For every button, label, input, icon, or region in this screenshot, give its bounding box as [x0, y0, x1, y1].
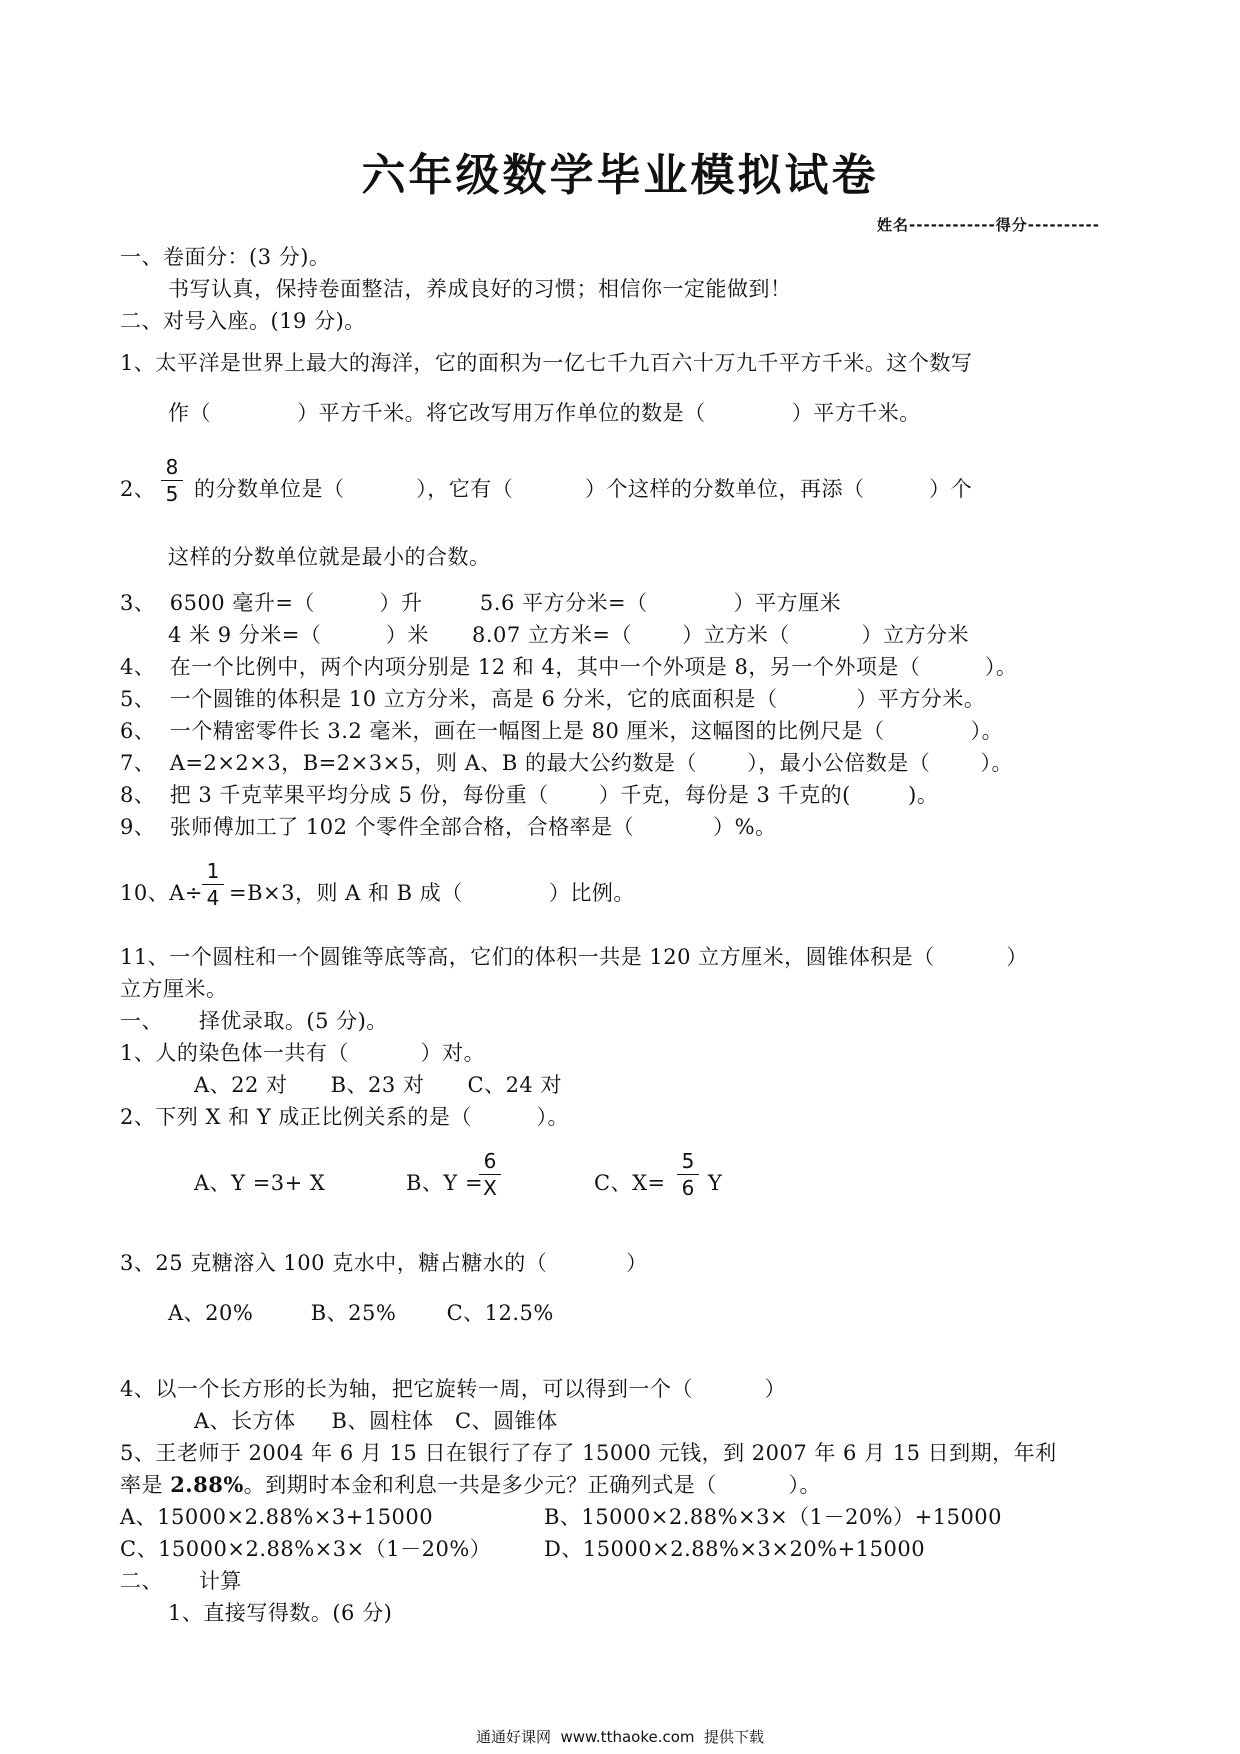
- question-3-1-options: A、22 对 B、23 对 C、24 对: [194, 1073, 562, 1097]
- footer-source: 通通好课网 www.tthaoke.com 提供下载: [475, 1728, 765, 1746]
- question-2-2-line-a: 的分数单位是（ ），它有（ ）个这样的分数单位，再添（ ）个: [194, 477, 973, 501]
- question-3-3: 3、25 克糖溶入 100 克水中，糖占糖水的（ ）: [120, 1251, 648, 1275]
- fraction-denominator: 4: [206, 886, 220, 910]
- question-2-11-line-b: 立方厘米。: [120, 977, 228, 1001]
- fraction-numerator: 5: [681, 1149, 695, 1173]
- question-3-4-options: A、长方体 B、圆柱体 C、圆锥体: [194, 1409, 558, 1433]
- question-2-2-line-b: 这样的分数单位就是最小的合数。: [168, 545, 491, 569]
- section-4-sub-1: 1、直接写得数。(6 分): [168, 1601, 393, 1625]
- page-title: 六年级数学毕业模拟试卷: [361, 150, 879, 201]
- section-4-heading: 二、 计算: [120, 1569, 242, 1593]
- fraction-bar: [161, 480, 183, 481]
- section-1-text: 书写认真，保持卷面整洁，养成良好的习惯；相信你一定能做到！: [168, 277, 792, 301]
- fraction-denominator: X: [483, 1176, 497, 1200]
- question-2-10-suffix: =B×3，则 A 和 B 成（ ）比例。: [229, 881, 635, 905]
- fraction-5-6: [676, 1150, 700, 1199]
- section-2-heading: 二、对号入座。(19 分)。: [120, 309, 366, 333]
- question-3-2-option-c-prefix: C、X=: [594, 1171, 666, 1195]
- question-3-2: 2、下列 X 和 Y 成正比例关系的是（ ）。: [120, 1105, 569, 1129]
- question-2-10-prefix: 10、A÷: [120, 881, 203, 905]
- question-2-8: 8、 把 3 千克苹果平均分成 5 份，每份重（ ）千克，每份是 3 千克的( )。: [120, 783, 939, 807]
- question-3-5-line-b: [120, 1472, 821, 1498]
- fraction-bar: [479, 1174, 501, 1175]
- fraction-numerator: 6: [483, 1149, 497, 1173]
- question-2-4: 4、 在一个比例中，两个内项分别是 12 和 4，其中一个外项是 8，另一个外项是（ ）。: [120, 655, 1018, 679]
- question-3-2-option-c-suffix: Y: [708, 1171, 723, 1195]
- question-2-1-line-b: 作（ ）平方千米。将它改写用万作单位的数是（ ）平方千米。: [168, 401, 921, 425]
- fraction-numerator: 8: [165, 455, 179, 479]
- question-2-11-line-a: 11、一个圆柱和一个圆锥等底等高，它们的体积一共是 120 立方厘米，圆锥体积是（ ）: [120, 945, 1028, 969]
- fraction-bar: [202, 884, 224, 885]
- interest-rate: 2.88%: [170, 1472, 244, 1497]
- fraction-denominator: 6: [681, 1176, 695, 1200]
- fraction-6-x: [478, 1150, 502, 1199]
- question-3-5-option-c: C、15000×2.88%×3×（1－20%）: [120, 1537, 492, 1561]
- question-3-1: 1、人的染色体一共有（ ）对。: [120, 1041, 486, 1065]
- question-3-2-option-b-prefix: B、Y =: [406, 1171, 484, 1195]
- section-3-heading: 一、 择优录取。(5 分)。: [120, 1009, 388, 1033]
- question-2-2-number: 2、: [120, 477, 156, 501]
- question-3-5-option-a: A、15000×2.88%×3+15000: [120, 1505, 434, 1529]
- fraction-1-4: [201, 860, 225, 909]
- question-3-5-option-d: D、15000×2.88%×3×20%+15000: [544, 1537, 926, 1561]
- fraction-denominator: 5: [165, 482, 179, 506]
- question-2-5: 5、 一个圆锥的体积是 10 立方分米，高是 6 分米，它的底面积是（ ）平方分米。: [120, 687, 986, 711]
- question-3-5-line-a: 5、王老师于 2004 年 6 月 15 日在银行了存了 15000 元钱，到 2007 年 6 月 15 日到期，年利: [120, 1441, 1057, 1465]
- question-2-7: 7、 A=2×2×3，B=2×3×5，则 A、B 的最大公约数是（ ），最小公倍数是（ ）。: [120, 751, 1013, 775]
- question-3-3-options: A、20% B、25% C、12.5%: [168, 1301, 554, 1325]
- question-2-9: 9、 张师傅加工了 102 个零件全部合格，合格率是（ ）%。: [120, 815, 777, 839]
- question-3-4: 4、以一个长方形的长为轴，把它旋转一周，可以得到一个（ ）: [120, 1377, 787, 1401]
- fraction-numerator: 1: [206, 859, 220, 883]
- question-3-5-option-b: B、15000×2.88%×3×（1－20%）+15000: [544, 1505, 1003, 1529]
- rate-suffix: 。到期时本金和利息一共是多少元？正确列式是（ ）。: [243, 1473, 822, 1497]
- question-2-6: 6、 一个精密零件长 3.2 毫米，画在一幅图上是 80 厘米，这幅图的比例尺是（ ）。: [120, 719, 1004, 743]
- question-3-2-option-a: A、Y =3+ X: [194, 1171, 326, 1195]
- question-2-1-line-a: 1、太平洋是世界上最大的海洋，它的面积为一亿七千九百六十万九千平方千米。这个数写: [120, 351, 973, 375]
- fraction-bar: [677, 1174, 699, 1175]
- section-1-heading: 一、卷面分：(3 分)。: [120, 245, 331, 269]
- fraction-8-5: [160, 456, 184, 505]
- question-2-3-line-a: 3、 6500 毫升=（ ）升 5.6 平方分米=（ ）平方厘米: [120, 591, 842, 615]
- question-2-3-line-b: 4 米 9 分米=（ ）米 8.07 立方米=（ ）立方米（ ）立方分米: [168, 623, 969, 647]
- name-score-fields: 姓名------------得分----------: [877, 216, 1100, 234]
- rate-prefix: 率是: [120, 1473, 171, 1497]
